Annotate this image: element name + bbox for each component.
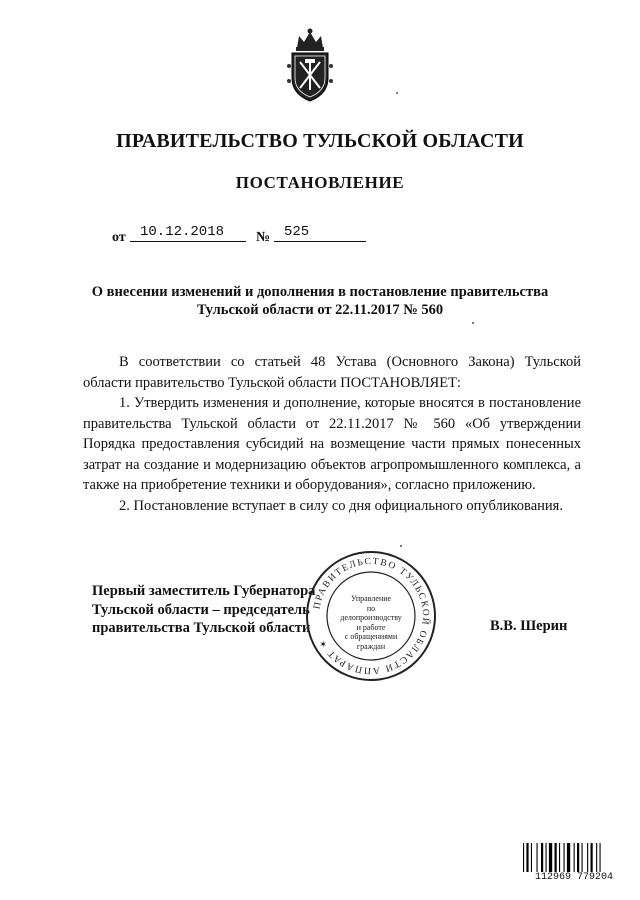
stamp-line: по делопроизводству <box>340 603 402 622</box>
barcode-bar <box>574 843 575 873</box>
barcode-bar <box>537 843 538 873</box>
barcode-bar <box>559 843 560 873</box>
barcode-bar <box>526 843 528 873</box>
signatory-name: В.В. Шерин <box>490 618 568 634</box>
position-line: Первый заместитель Губернатора <box>92 583 316 599</box>
barcode-bar <box>587 843 588 873</box>
document-type: ПОСТАНОВЛЕНИЕ <box>235 173 405 192</box>
stamp-line: Управление <box>350 594 392 603</box>
barcode-bar <box>555 843 557 873</box>
scan-speck <box>400 545 402 547</box>
document-subject <box>60 283 580 319</box>
barcode-bar <box>523 843 524 873</box>
barcode-bar <box>582 843 583 873</box>
date-value: 10.12.2018 <box>130 224 246 242</box>
barcode-bar <box>541 843 543 873</box>
subject-line-1: О внесении изменений и дополнения в постановление правительства <box>91 284 549 300</box>
document-body <box>83 352 581 516</box>
date-label: от <box>112 230 126 245</box>
stamp-inner-text <box>340 594 402 651</box>
body-paragraph: 2. Постановление вступает в силу со дня официального опубликования. <box>119 497 563 514</box>
number-value: 525 <box>274 224 366 242</box>
barcode-bar <box>531 843 532 873</box>
body-paragraph: 1. Утвердить изменения и дополнение, которые вносятся в постановление правительства Тульской области от 22.11.2017 № 560 «Об утверждении Порядка предоставления субсидий на возмещение части прямых понесенных затрат на создание и модернизацию объектов агропромышленного комплекса, а также на приобретение техники и оборудования», согласно приложению. <box>83 395 581 493</box>
coat-of-arms-icon <box>284 26 336 104</box>
stamp-line: с обращениями <box>344 632 398 641</box>
barcode-bar <box>596 843 597 873</box>
barcode-bar <box>567 843 570 873</box>
number-label: № <box>256 230 271 245</box>
barcode-bar <box>564 843 565 873</box>
stamp-line: и работе <box>356 622 386 632</box>
scan-speck <box>396 92 398 94</box>
position-line: Тульской области – председатель <box>92 601 310 618</box>
barcode-bar <box>577 843 579 873</box>
government-title: ПРАВИТЕЛЬСТВО ТУЛЬСКОЙ ОБЛАСТИ <box>116 130 524 152</box>
body-paragraph: В соответствии со статьей 48 Устава (Основного Закона) Тульской области правительство Тульской области ПОСТАНОВЛЯЕТ: <box>83 354 581 391</box>
barcode-number: 112969 779204 <box>522 872 626 883</box>
position-line: правительства Тульской области <box>92 620 311 636</box>
barcode-bar <box>549 843 552 873</box>
barcode-bar <box>546 843 547 873</box>
barcode-bar <box>600 843 601 873</box>
barcode-bar <box>591 843 593 873</box>
subject-line-2: Тульской области от 22.11.2017 № 560 <box>196 302 444 318</box>
signatory-position <box>92 582 332 638</box>
scan-speck <box>472 322 474 324</box>
stamp-line: граждан <box>356 641 386 651</box>
svg-text:ПРАВИТЕЛЬСТВО ТУЛЬСКОЙ ОБЛАСТИ: ПРАВИТЕЛЬСТВО ТУЛЬСКОЙ ОБЛАСТИ АППАРАТ ✶ <box>312 556 431 676</box>
registration-line <box>112 224 412 246</box>
